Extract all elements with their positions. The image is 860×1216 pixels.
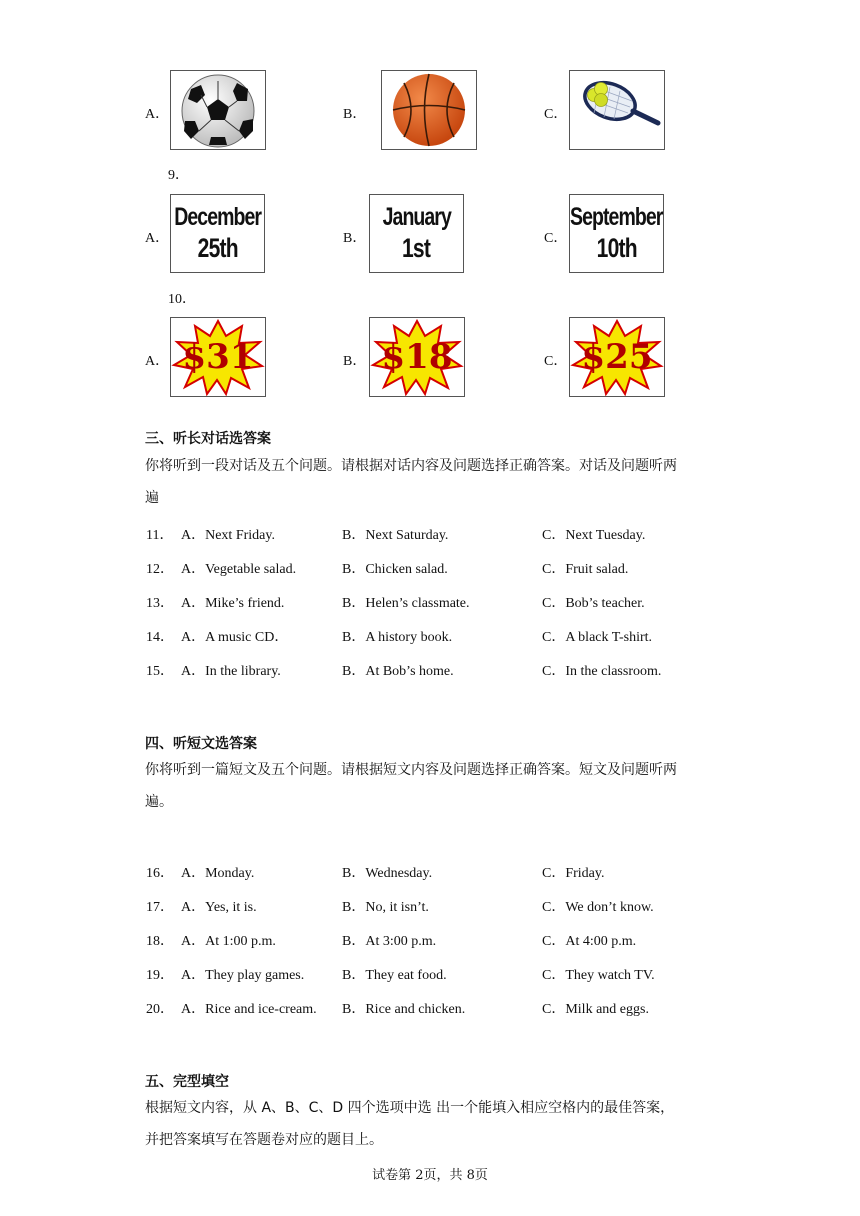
section4-heading: 四、听短文选答案 bbox=[145, 736, 257, 752]
q19-option-c[interactable]: C．They watch TV. bbox=[542, 968, 655, 983]
q15-option-c[interactable]: C．In the classroom. bbox=[542, 664, 662, 679]
q16-option-a[interactable]: A．Monday. bbox=[181, 866, 255, 881]
section3-instructions bbox=[145, 450, 745, 514]
price-tag-b bbox=[369, 317, 465, 397]
date-card-c bbox=[569, 194, 664, 273]
section4-instructions bbox=[145, 754, 745, 818]
q14-option-b[interactable]: B．A history book. bbox=[342, 630, 453, 645]
q18-option-b[interactable]: B．At 3:00 p.m. bbox=[342, 934, 437, 949]
q16-option-c[interactable]: C．Friday. bbox=[542, 866, 605, 881]
q13-option-a[interactable]: A．Mike’s friend. bbox=[181, 596, 285, 611]
date-card-b-day: 1st bbox=[402, 233, 431, 264]
q16-option-b[interactable]: B．Wednesday. bbox=[342, 866, 433, 881]
q20-number: 20． bbox=[146, 1002, 174, 1017]
q9-option-c-letter: C． bbox=[544, 231, 568, 246]
q17-option-a[interactable]: A．Yes, it is. bbox=[181, 900, 257, 915]
price-tag-a bbox=[170, 317, 266, 397]
price-c-text: $25 bbox=[581, 337, 653, 377]
q18-option-a[interactable]: A．At 1:00 p.m. bbox=[181, 934, 276, 949]
q18-number: 18． bbox=[146, 934, 174, 949]
q9-number: 9． bbox=[168, 168, 189, 183]
date-card-c-day: 10th bbox=[596, 233, 637, 264]
price-tag-c bbox=[569, 317, 665, 397]
q19-option-a[interactable]: A．They play games. bbox=[181, 968, 305, 983]
basketball-image bbox=[381, 70, 477, 150]
q10-option-b-letter: B． bbox=[343, 354, 367, 369]
date-card-b bbox=[369, 194, 464, 273]
q17-option-c[interactable]: C．We don’t know. bbox=[542, 900, 654, 915]
q8-option-a-letter: A． bbox=[145, 107, 170, 122]
tennis-racket-image bbox=[569, 70, 665, 150]
section5-instruction-line2: 并把答案填写在答题卷对应的题目上。 bbox=[145, 1132, 383, 1148]
q12-option-a[interactable]: A．Vegetable salad. bbox=[181, 562, 297, 577]
q15-option-b[interactable]: B．At Bob’s home. bbox=[342, 664, 454, 679]
q19-option-b[interactable]: B．They eat food. bbox=[342, 968, 447, 983]
q14-option-a[interactable]: A．A music CD． bbox=[181, 630, 289, 645]
q10-option-a-letter: A． bbox=[145, 354, 170, 369]
q15-number: 15． bbox=[146, 664, 174, 679]
section3-instruction-line2: 遍 bbox=[145, 490, 159, 506]
q12-option-b[interactable]: B．Chicken salad. bbox=[342, 562, 448, 577]
section4-instruction-line2: 遍。 bbox=[145, 794, 173, 810]
page-footer: 试卷第 2页，共 8页 bbox=[372, 1168, 488, 1183]
q12-number: 12． bbox=[146, 562, 174, 577]
q8-option-b-letter: B． bbox=[343, 107, 367, 122]
price-b-text: $18 bbox=[381, 337, 453, 377]
date-card-a bbox=[170, 194, 265, 273]
section5-instruction-line1: 根据短文内容，从 A、B、C、D 四个选项中选 出一个能填入相应空格内的最佳答案， bbox=[145, 1100, 675, 1116]
q16-number: 16． bbox=[146, 866, 174, 881]
q20-option-c[interactable]: C．Milk and eggs. bbox=[542, 1002, 649, 1017]
q17-option-b[interactable]: B．No, it isn’t. bbox=[342, 900, 429, 915]
q20-option-a[interactable]: A．Rice and ice-cream. bbox=[181, 1002, 317, 1017]
q11-a: 11． bbox=[146, 528, 174, 543]
q8-option-c-letter: C． bbox=[544, 107, 568, 122]
q13-option-c[interactable]: C．Bob’s teacher. bbox=[542, 596, 645, 611]
q17-number: 17． bbox=[146, 900, 174, 915]
price-a-text: $31 bbox=[182, 337, 254, 377]
q11-option-b[interactable]: B．Next Saturday. bbox=[342, 528, 449, 543]
section5-instructions bbox=[145, 1092, 745, 1156]
date-card-b-month: January bbox=[382, 203, 451, 232]
q10-number: 10． bbox=[168, 292, 196, 307]
section3-instruction-line1: 你将听到一段对话及五个问题。请根据对话内容及问题选择正确答案。对话及问题听两 bbox=[145, 458, 677, 474]
date-card-c-month: September bbox=[570, 203, 663, 232]
q14-option-c[interactable]: C．A black T-shirt. bbox=[542, 630, 653, 645]
q14-number: 14． bbox=[146, 630, 174, 645]
q19-number: 19． bbox=[146, 968, 174, 983]
section5-heading: 五、完型填空 bbox=[145, 1074, 229, 1090]
q9-option-a-letter: A． bbox=[145, 231, 170, 246]
q13-option-b[interactable]: B．Helen’s classmate. bbox=[342, 596, 470, 611]
q15-option-a[interactable]: A．In the library. bbox=[181, 664, 281, 679]
q11-option-c[interactable]: C．Next Tuesday. bbox=[542, 528, 646, 543]
q11-option-a[interactable]: A．Next Friday. bbox=[181, 528, 275, 543]
q13-number: 13． bbox=[146, 596, 174, 611]
section3-heading: 三、听长对话选答案 bbox=[145, 431, 271, 447]
date-card-a-month: December bbox=[174, 203, 261, 232]
q18-option-c[interactable]: C．At 4:00 p.m. bbox=[542, 934, 637, 949]
q9-option-b-letter: B． bbox=[343, 231, 367, 246]
date-card-a-day: 25th bbox=[197, 233, 238, 264]
q20-option-b[interactable]: B．Rice and chicken. bbox=[342, 1002, 466, 1017]
q12-option-c[interactable]: C．Fruit salad. bbox=[542, 562, 629, 577]
q10-option-c-letter: C． bbox=[544, 354, 568, 369]
soccer-ball-image bbox=[170, 70, 266, 150]
section4-instruction-line1: 你将听到一篇短文及五个问题。请根据短文内容及问题选择正确答案。短文及问题听两 bbox=[145, 762, 677, 778]
